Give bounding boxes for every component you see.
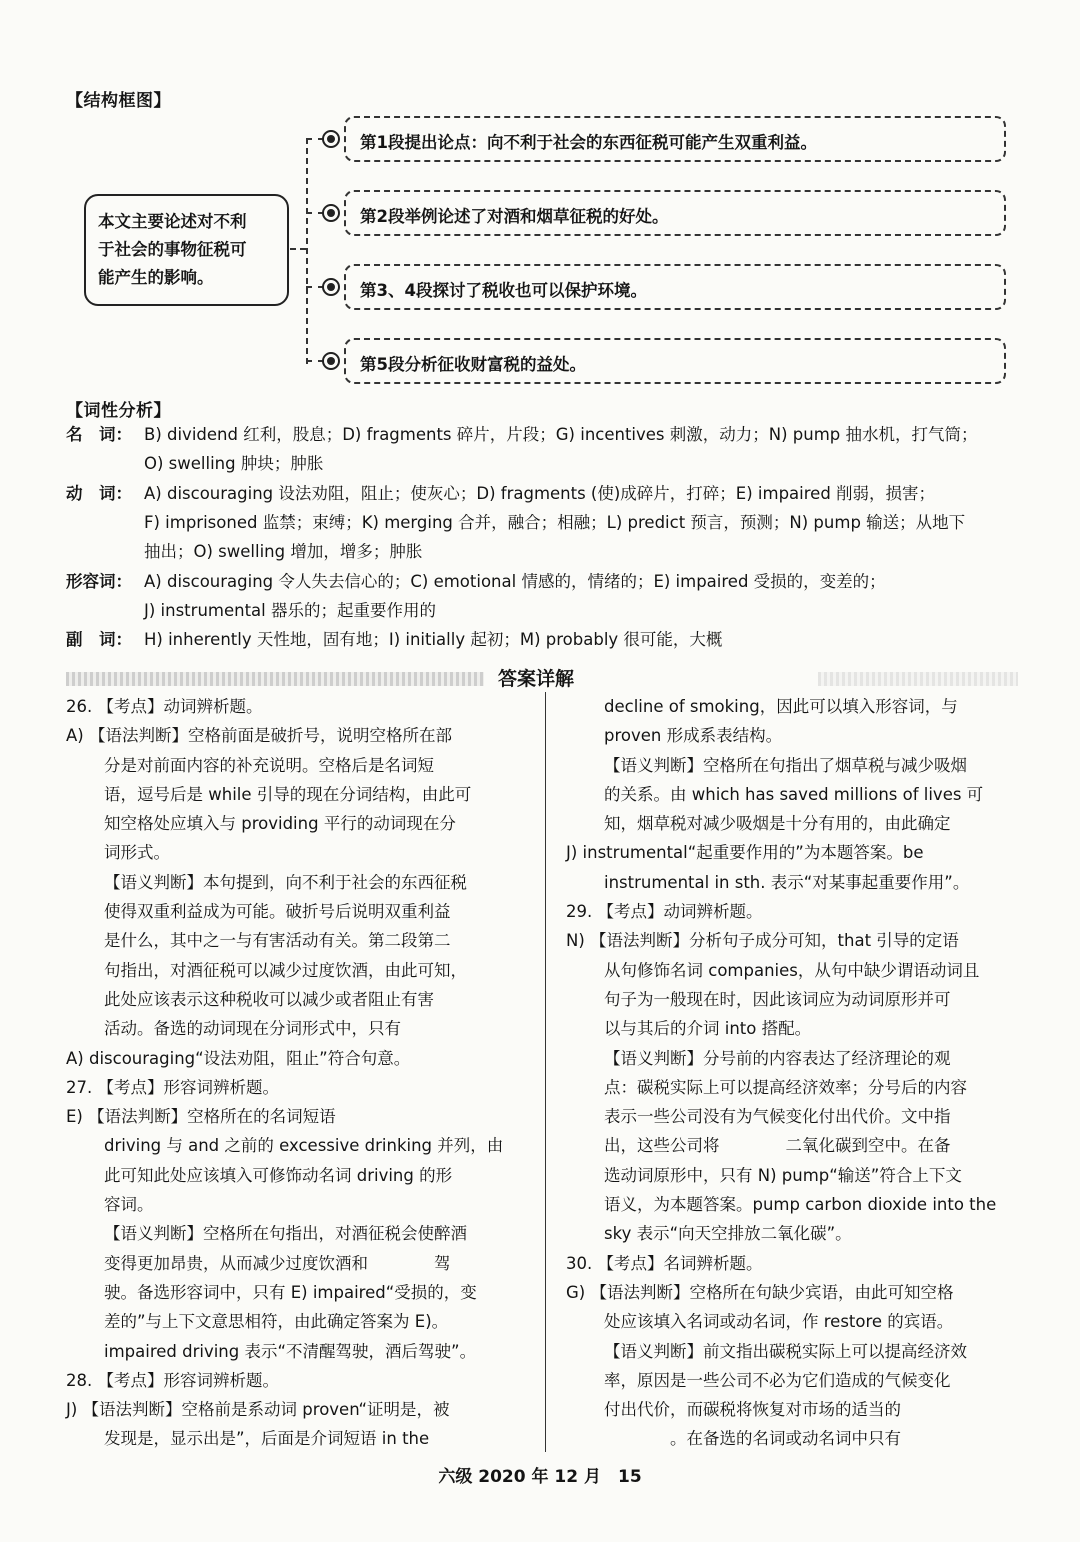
answer-line: 。在备选的名词或动名词中只有 [604,1429,901,1449]
answer-line: 语义，为本题答案。pump carbon dioxide into the [604,1195,997,1215]
answer-line: 付出代价，而碳税将恢复对市场的适当的 [604,1400,901,1420]
answer-line: 30. 【考点】名词辨析题。 [566,1253,763,1273]
answer-line: 【语义判断】空格所在句指出，对酒征税会使醉酒 [104,1224,467,1244]
page-footer: 六级 2020 年 12 月 15 [438,1467,642,1487]
bullet-node-icon [322,278,340,296]
answer-line: driving 与 and 之前的 excessive drinking 并列，由 [104,1136,504,1156]
structure-section-title: 【结构框图】 [66,91,171,111]
answer-line: E) 【语法判断】空格所在的名词短语 [66,1107,336,1127]
pos-label: 形容词： [66,572,132,591]
answer-line: 句指出，对酒征税可以减少过度饮酒，由此可知， [104,960,467,980]
answer-line: 的关系。由 which has saved millions of lives 可 [604,784,984,804]
answer-line: A) 【语法判断】空格前面是破折号，说明空格所在部 [66,726,452,746]
pos-content: O) swelling 肿块；肿胀 [144,454,324,473]
answer-line: 从句修饰名词 companies，从句中缺少谓语动词且 [604,960,980,980]
answer-line: 变得更加昂贵，从而减少过度饮酒和 驾 [104,1253,451,1273]
answer-line: 【语义判断】分号前的内容表达了经济理论的观 [604,1048,951,1068]
answer-line: 【语义判断】本句提到，向不利于社会的东西征税 [104,872,467,892]
answer-line: 处应该填入名词或动名词，作 restore 的宾语。 [604,1312,954,1332]
word-analysis-title: 【词性分析】 [66,401,171,421]
connector-line [290,248,306,250]
answer-line: 词形式。 [104,843,170,863]
branch-box: 第2段举例论述了对酒和烟草征税的好处。 [344,190,1006,236]
answer-line: G) 【语法判断】空格所在句缺少宾语，由此可知空格 [566,1282,954,1302]
decorative-smudge [66,672,484,686]
answer-line: 【语义判断】前文指出碳税实际上可以提高经济效 [604,1341,967,1361]
answer-line: 分是对前面内容的补充说明。空格后是名词短 [104,755,434,775]
pos-content: B) dividend 红利，股息；D) fragments 碎片，片段；G) incentives 刺激，动力；N) pump 抽水机，打气筒； [144,425,978,444]
adv-entry [66,625,1026,654]
pos-label: 副 词： [66,630,132,649]
answer-line: A) discouraging“设法劝阻，阻止”符合句意。 [66,1048,411,1068]
main-idea-line: 本文主要论述对不利 [98,212,247,231]
connector-vertical-line [306,138,308,364]
answer-line: 此可知此处应该填入可修饰动名词 driving 的形 [104,1165,453,1185]
answer-line: 【语义判断】空格所在句指出了烟草税与减少吸烟 [604,755,967,775]
noun-entry [66,420,1026,478]
pos-content: A) discouraging 设法劝阻，阻止；使灰心；D) fragments (使)成碎片，打碎；E) impaired 削弱，损害； [144,484,936,503]
answer-line: 26. 【考点】动词辨析题。 [66,697,263,716]
branch-item [306,264,1006,310]
answer-line: 使得双重利益成为可能。破折号后说明双重利益 [104,902,451,922]
branch-item [306,338,1006,384]
answers-right-column [566,692,1026,1454]
pos-content: H) inherently 天性地，固有地；I) initially 起初；M) probably 很可能，大概 [144,630,723,649]
answer-line: 是什么，其中之一与有害活动有关。第二段第二 [104,931,451,951]
answer-line: 驶。备选形容词中，只有 E) impaired“受损的，变 [104,1282,477,1302]
pos-content: J) instrumental 器乐的；起重要作用的 [144,601,436,620]
branch-item [306,116,1006,162]
column-divider [545,692,546,1452]
answer-line: 29. 【考点】动词辨析题。 [566,902,763,922]
answer-line: 差的”与上下文意思相符，由此确定答案为 E)。 [104,1312,449,1332]
main-idea-box [84,194,289,306]
answer-line: 27. 【考点】形容词辨析题。 [66,1077,279,1097]
answer-line: J) instrumental“起重要作用的”为本题答案。be [566,843,924,863]
answer-line: impaired driving 表示“不清醒驾驶，酒后驾驶”。 [104,1341,477,1361]
answer-line: 语，逗号后是 while 引导的现在分词结构，由此可 [104,784,472,804]
main-idea-line: 于社会的事物征税可 [98,240,247,259]
pos-label: 动 词： [66,484,132,503]
answer-line: 知空格处应填入与 providing 平行的动词现在分 [104,814,456,834]
pos-content: 抽出；O) swelling 增加，增多；肿胀 [144,542,423,561]
answer-line: 点：碳税实际上可以提高经济效率；分号后的内容 [604,1077,967,1097]
answer-line: 句子为一般现在时，因此该词应为动词原形并可 [604,989,951,1009]
answer-line: 此处应该表示这种税收可以减少或者阻止有害 [104,989,434,1009]
answer-line: 表示一些公司没有为气候变化付出代价。文中指 [604,1107,951,1127]
branch-item [306,190,1006,236]
answer-line: 率，原因是一些公司不必为它们造成的气候变化 [604,1370,951,1390]
branch-box: 第1段提出论点：向不利于社会的东西征税可能产生双重利益。 [344,116,1006,162]
verb-entry [66,479,1026,566]
main-idea-line: 能产生的影响。 [98,268,214,287]
answer-line: 出，这些公司将 二氧化碳到空中。在备 [604,1136,951,1156]
answer-line: 28. 【考点】形容词辨析题。 [66,1370,279,1390]
answers-header [66,664,1026,690]
bullet-node-icon [322,130,340,148]
decorative-smudge [818,672,1018,686]
answer-line: N) 【语法判断】分析句子成分可知，that 引导的定语 [566,931,959,951]
bullet-node-icon [322,352,340,370]
pos-content: A) discouraging 令人失去信心的；C) emotional 情感的，情绪的；E) impaired 受损的，变差的； [144,572,886,591]
structure-diagram [62,108,1022,398]
branch-box: 第5段分析征收财富税的益处。 [344,338,1006,384]
answers-left-column [66,692,536,1454]
answer-line: J) 【语法判断】空格前是系动词 proven“证明是，被 [66,1400,450,1420]
pos-label: 名 词： [66,425,132,444]
bullet-node-icon [322,204,340,222]
answer-line: 选动词原形中，只有 N) pump“输送”符合上下文 [604,1165,962,1185]
answers-title: 答案详解 [498,668,575,690]
answer-line: 容词。 [104,1195,154,1215]
answer-line: 发现是，显示出是”，后面是介词短语 in the [104,1429,430,1449]
pos-content: F) imprisoned 监禁；束缚；K) merging 合并，融合；相融；L) predict 预言，预测；N) pump 输送；从地下 [144,513,966,532]
branch-box: 第3、4段探讨了税收也可以保护环境。 [344,264,1006,310]
answer-line: sky 表示“向天空排放二氧化碳”。 [604,1224,852,1244]
answer-line: instrumental in sth. 表示“对某事起重要作用”。 [604,872,970,892]
answer-line: proven 形成系表结构。 [604,726,783,746]
adj-entry [66,567,1026,625]
answer-line: 知，烟草税对减少吸烟是十分有用的，由此确定 [604,814,951,834]
answer-line: 以与其后的介词 into 搭配。 [604,1019,812,1039]
answer-line: 活动。备选的动词现在分词形式中，只有 [104,1019,401,1039]
answer-line: decline of smoking，因此可以填入形容词，与 [604,697,958,716]
